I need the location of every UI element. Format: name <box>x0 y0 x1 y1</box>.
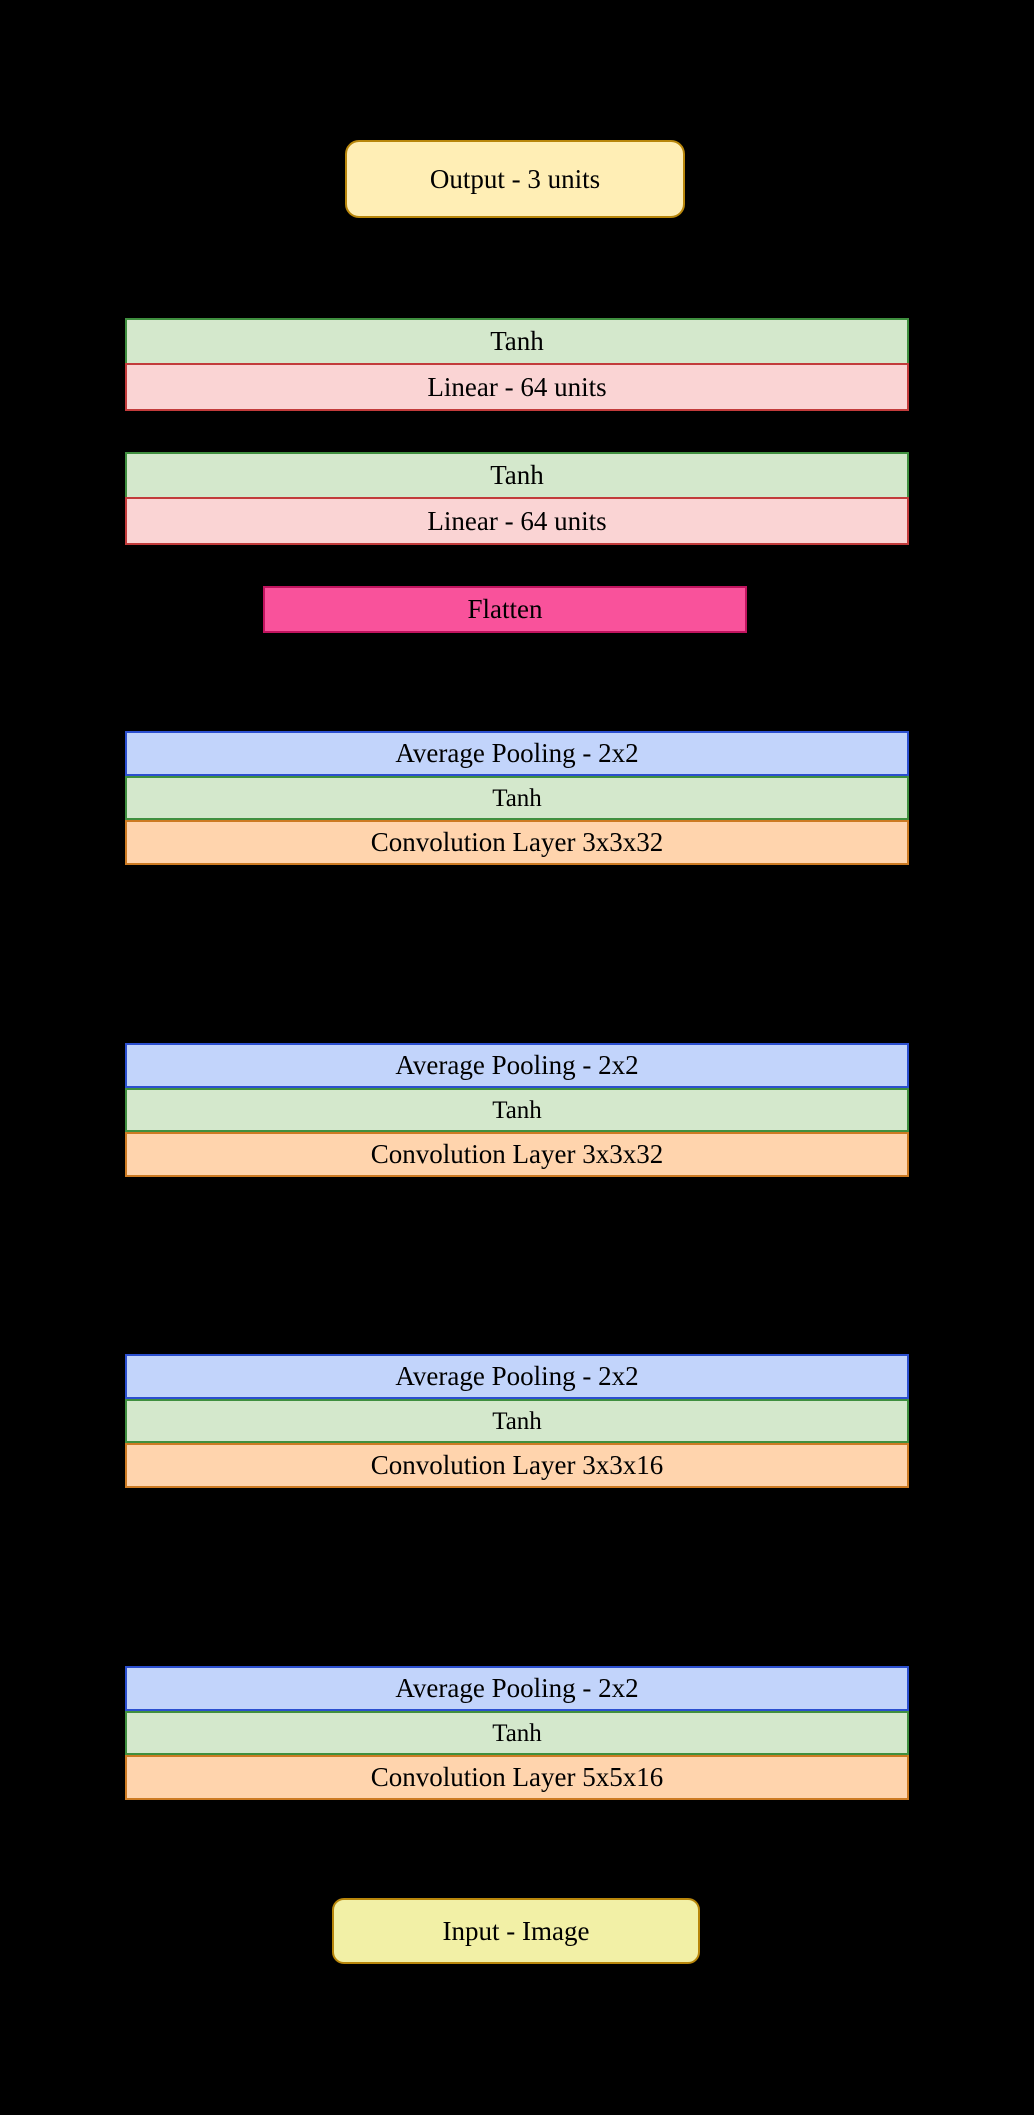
node-tanh-block-3: Tanh <box>125 1088 909 1132</box>
node-flatten: Flatten <box>263 586 747 633</box>
connector-line <box>515 865 517 1043</box>
node-tanh-block-4: Tanh <box>125 776 909 820</box>
node-avgpool-1: Average Pooling - 2x2 <box>125 1666 909 1711</box>
node-conv-3: Convolution Layer 3x3x32 <box>125 1132 909 1177</box>
connector-line <box>515 218 517 318</box>
connector-line <box>515 545 517 586</box>
node-conv-2: Convolution Layer 3x3x16 <box>125 1443 909 1488</box>
node-conv-4: Convolution Layer 3x3x32 <box>125 820 909 865</box>
node-tanh-block-2: Tanh <box>125 1399 909 1443</box>
node-input: Input - Image <box>332 1898 700 1964</box>
node-linear-2: Linear - 64 units <box>125 363 909 411</box>
node-tanh-block-1: Tanh <box>125 1711 909 1755</box>
connector-line <box>515 411 517 452</box>
node-avgpool-3: Average Pooling - 2x2 <box>125 1043 909 1088</box>
node-avgpool-4: Average Pooling - 2x2 <box>125 731 909 776</box>
connector-line <box>515 1800 517 1898</box>
node-conv-1: Convolution Layer 5x5x16 <box>125 1755 909 1800</box>
connector-line <box>515 1488 517 1666</box>
connector-line <box>515 633 517 731</box>
node-linear-1: Linear - 64 units <box>125 497 909 545</box>
node-tanh-4: Tanh <box>125 318 909 365</box>
node-output: Output - 3 units <box>345 140 685 218</box>
node-avgpool-2: Average Pooling - 2x2 <box>125 1354 909 1399</box>
connector-line <box>515 1177 517 1354</box>
node-tanh-3: Tanh <box>125 452 909 499</box>
